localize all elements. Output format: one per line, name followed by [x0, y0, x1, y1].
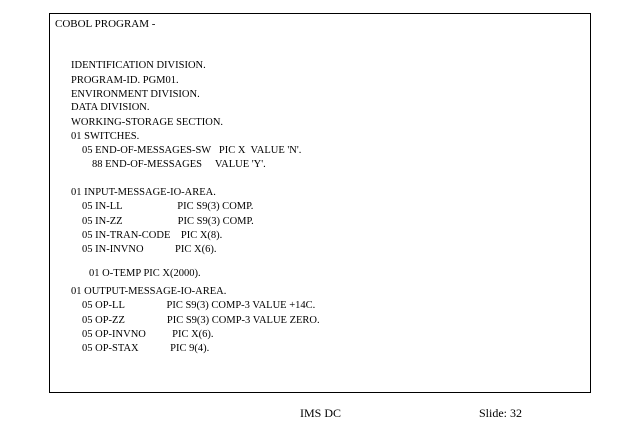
code-line: 05 IN-TRAN-CODE PIC X(8).	[82, 230, 223, 241]
code-line: DATA DIVISION.	[71, 102, 150, 113]
code-line: WORKING-STORAGE SECTION.	[71, 117, 224, 128]
code-line: 05 OP-LL PIC S9(3) COMP-3 VALUE +14C.	[82, 300, 316, 311]
code-line: 01 OUTPUT-MESSAGE-IO-AREA.	[71, 286, 227, 297]
footer-title: IMS DC	[300, 406, 342, 420]
code-line: 05 IN-LL PIC S9(3) COMP.	[82, 201, 254, 212]
code-line: PROGRAM-ID. PGM01.	[71, 75, 179, 86]
code-line: 05 OP-STAX PIC 9(4).	[82, 343, 210, 354]
code-line: 05 IN-INVNO PIC X(6).	[82, 244, 217, 255]
code-line: 05 OP-INVNO PIC X(6).	[82, 329, 214, 340]
code-line: 05 IN-ZZ PIC S9(3) COMP.	[82, 216, 254, 227]
code-line: 88 END-OF-MESSAGES VALUE 'Y'.	[92, 159, 266, 170]
code-line: 01 SWITCHES.	[71, 131, 140, 142]
code-line: 01 O-TEMP PIC X(2000).	[89, 268, 201, 279]
code-line: 05 OP-ZZ PIC S9(3) COMP-3 VALUE ZERO.	[82, 315, 320, 326]
code-line: IDENTIFICATION DIVISION.	[71, 60, 206, 71]
code-line: ENVIRONMENT DIVISION.	[71, 89, 200, 100]
code-line: 01 INPUT-MESSAGE-IO-AREA.	[71, 187, 216, 198]
code-line: 05 END-OF-MESSAGES-SW PIC X VALUE 'N'.	[82, 145, 302, 156]
slide-number: Slide: 32	[479, 406, 523, 420]
slide-heading: COBOL PROGRAM -	[55, 18, 156, 30]
